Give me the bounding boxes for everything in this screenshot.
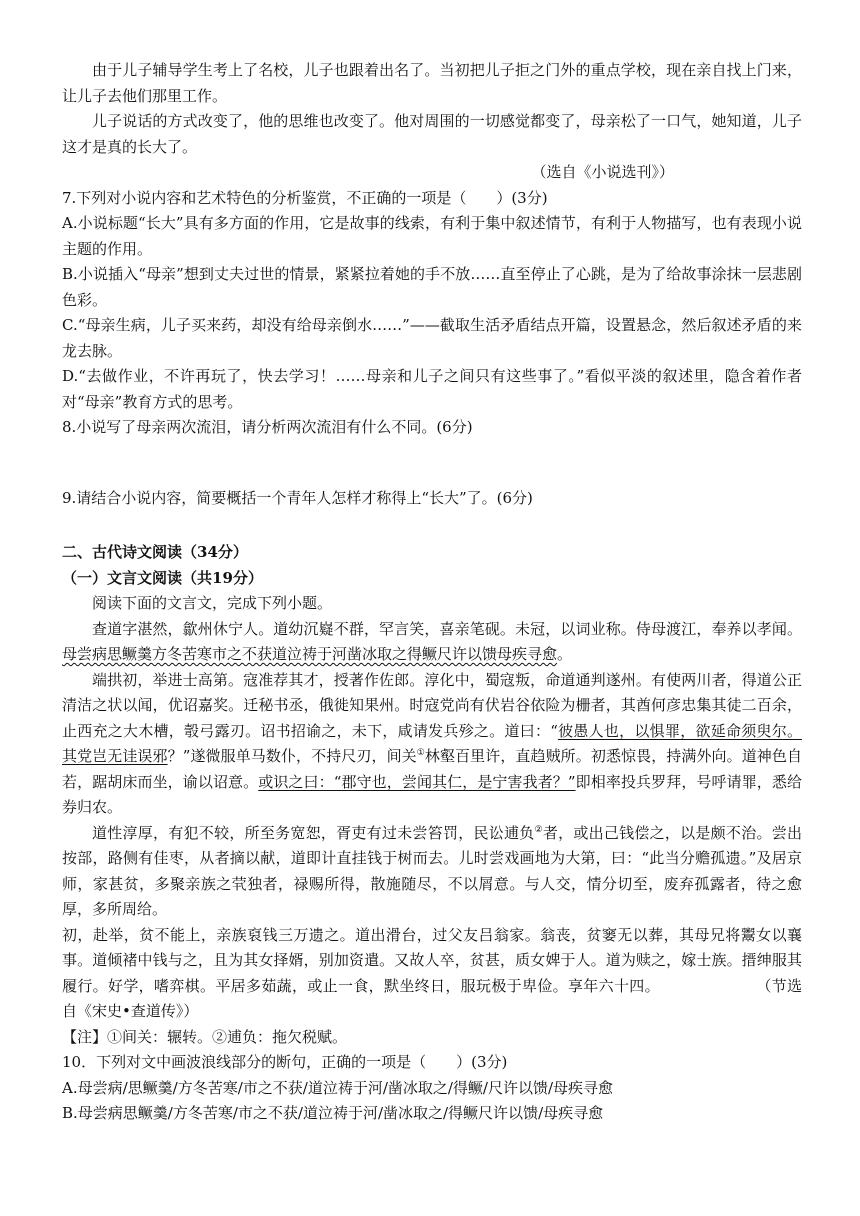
underlined-sentence: 彼愚人也，以惧罪，欲延命须臾尔。其党岂无诖误邪 <box>62 721 802 765</box>
question-10-stem: 10．下列对文中画波浪线部分的断句，正确的一项是（ ）(3分) <box>62 1053 508 1071</box>
exam-page <box>62 58 802 1127</box>
wavy-underlined-text: 母尝病思鳜羹方冬苦寒市之不获道泣祷于河凿冰取之得鳜尺许以馈母疾寻愈 <box>62 645 558 663</box>
question-7-option-c: C.“母亲生病，儿子买来药，却没有给母亲倒水……”——截取生活矛盾结点开篇，设置悬念，然后叙述矛盾的来龙去脉。 <box>62 316 802 360</box>
question-7-stem: 7.下列对小说内容和艺术特色的分析鉴赏，不正确的一项是（ ）(3分) <box>62 188 548 207</box>
question-8: 8.小说写了母亲两次流泪，请分析两次流泪有什么不同。(6分) <box>62 418 473 436</box>
answer-space <box>62 441 802 486</box>
classical-paragraph-1: 查道字湛然，歙州休宁人。道幼沉嶷不群，罕言笑，喜亲笔砚。未冠，以词业称。侍母渡江，奉养以孝闻。母尝病思鳜羹方冬苦寒市之不获道泣祷于河凿冰取之得鳜尺许以馈母疾寻愈。 <box>62 619 802 663</box>
question-10-option-a: A.母尝病/思鳜羹/方冬苦寒/市之不获/道泣祷于河/凿冰取之/得鳜/尺许以馈/母疾寻愈 <box>62 1078 614 1097</box>
footnote-marker: ① <box>416 748 425 758</box>
story-paragraph: 由于儿子辅导学生考上了名校，儿子也跟着出名了。当初把儿子拒之门外的重点学校，现在亲自找上门来，让儿子去他们那里工作。 <box>62 61 802 105</box>
section-title: 二、古代诗文阅读（34分） <box>62 543 248 561</box>
footnote: 【注】①间关：辗转。②逋负：拖欠税赋。 <box>62 1027 348 1046</box>
footnote-marker: ② <box>534 824 543 835</box>
underlined-sentence: 或识之曰：“郡守也，尝闻其仁，是宁害我者？” <box>258 772 576 791</box>
section-subtitle: （一）文言文阅读（共19分） <box>62 568 263 587</box>
classical-source: （节选自《宋史•查道传》） <box>62 976 802 1020</box>
question-10-option-b: B.母尝病思鳜羹/方冬苦寒/市之不获/道泣祷于河/凿冰取之/得鳜尺许以馈/母疾寻愈 <box>62 1104 604 1122</box>
question-7-option-a: A.小说标题“长大”具有多方面的作用，它是故事的线索，有利于集中叙述情节，有利于人物描写，也有表现小说主题的作用。 <box>62 214 802 258</box>
question-9: 9.请结合小说内容，简要概括一个青年人怎样才称得上“长大”了。(6分) <box>62 488 533 507</box>
question-7-option-b: B.小说插入“母亲”想到丈夫过世的情景，紧紧拉着她的手不放……直至停止了心跳，是为了给故事涂抹一层悲剧色彩。 <box>62 265 802 309</box>
answer-space <box>62 511 802 540</box>
question-7-option-d: D.“去做作业，不许再玩了，快去学习！……母亲和儿子之间只有这些事了。”看似平淡的叙述里，隐含着作者对“母亲”教育方式的思考。 <box>62 367 802 411</box>
classical-paragraph-4: 初，赴举，贫不能上，亲族裒钱三万遗之。道出滑台，过父友吕翁家。翁丧，贫窭无以葬，其母兄将鬻女以襄事。道倾褚中钱与之，且为其女择婿，别加资遣。又故人卒，贫甚，质女婢于人。道为赎之，嫁士族。搢绅服其履行。好学，嗜弈棋。平居多茹蔬，或止一食，默坐终日，服玩极于卑俭。享年六十四。 （节选自《宋史•查道传》） <box>62 925 802 1020</box>
classical-paragraph-3: 道性淳厚，有犯不较，所至务宽恕，胥吏有过未尝笞罚，民讼逋负②者，或出己钱偿之，以是颇不治。尝出按部，路侧有佳枣，从者摘以献，道即计直挂钱于树而去。儿时尝戏画地为大第，曰：“此当分赡孤遗。”及居京师，家甚贫，多聚亲族之茕独者，禄赐所得，散施随尽，不以屑意。与人交，情分切至，废弃孤露者，待之愈厚，多所周给。 <box>62 823 802 918</box>
classical-paragraph-2: 端拱初，举进士高第。寇准荐其才，授著作佐郎。淳化中，蜀寇叛，命道通判遂州。有使两川者，得道公正清洁之状以闻，优诏嘉奖。迁秘书丞，俄徙知果州。时寇党尚有伏岩谷依险为栅者，其酋何彦忠集其徒二百余，止西充之大木槽，彀弓露刃。诏书招谕之，未下，咸请发兵殄之。道曰：“彼愚人也，以惧罪，欲延命须臾尔。其党岂无诖误邪？”遂微服单马数仆，不持尺刃，间关①林壑百里许，直趋贼所。初悉惊畏，持满外向。道神色自若，踞胡床而坐，谕以诏意。或识之曰：“郡守也，尝闻其仁，是宁害我者？”即相率投兵罗拜，号呼请罪，悉给券归农。 <box>62 670 802 816</box>
story-paragraph: 儿子说话的方式改变了，他的思维也改变了。他对周围的一切感觉都变了，母亲松了一口气，她知道，儿子这才是真的长大了。 <box>62 112 802 156</box>
reading-instruction: 阅读下面的文言文，完成下列小题。 <box>92 594 333 612</box>
story-source: （选自《小说选刊》） <box>531 163 674 181</box>
